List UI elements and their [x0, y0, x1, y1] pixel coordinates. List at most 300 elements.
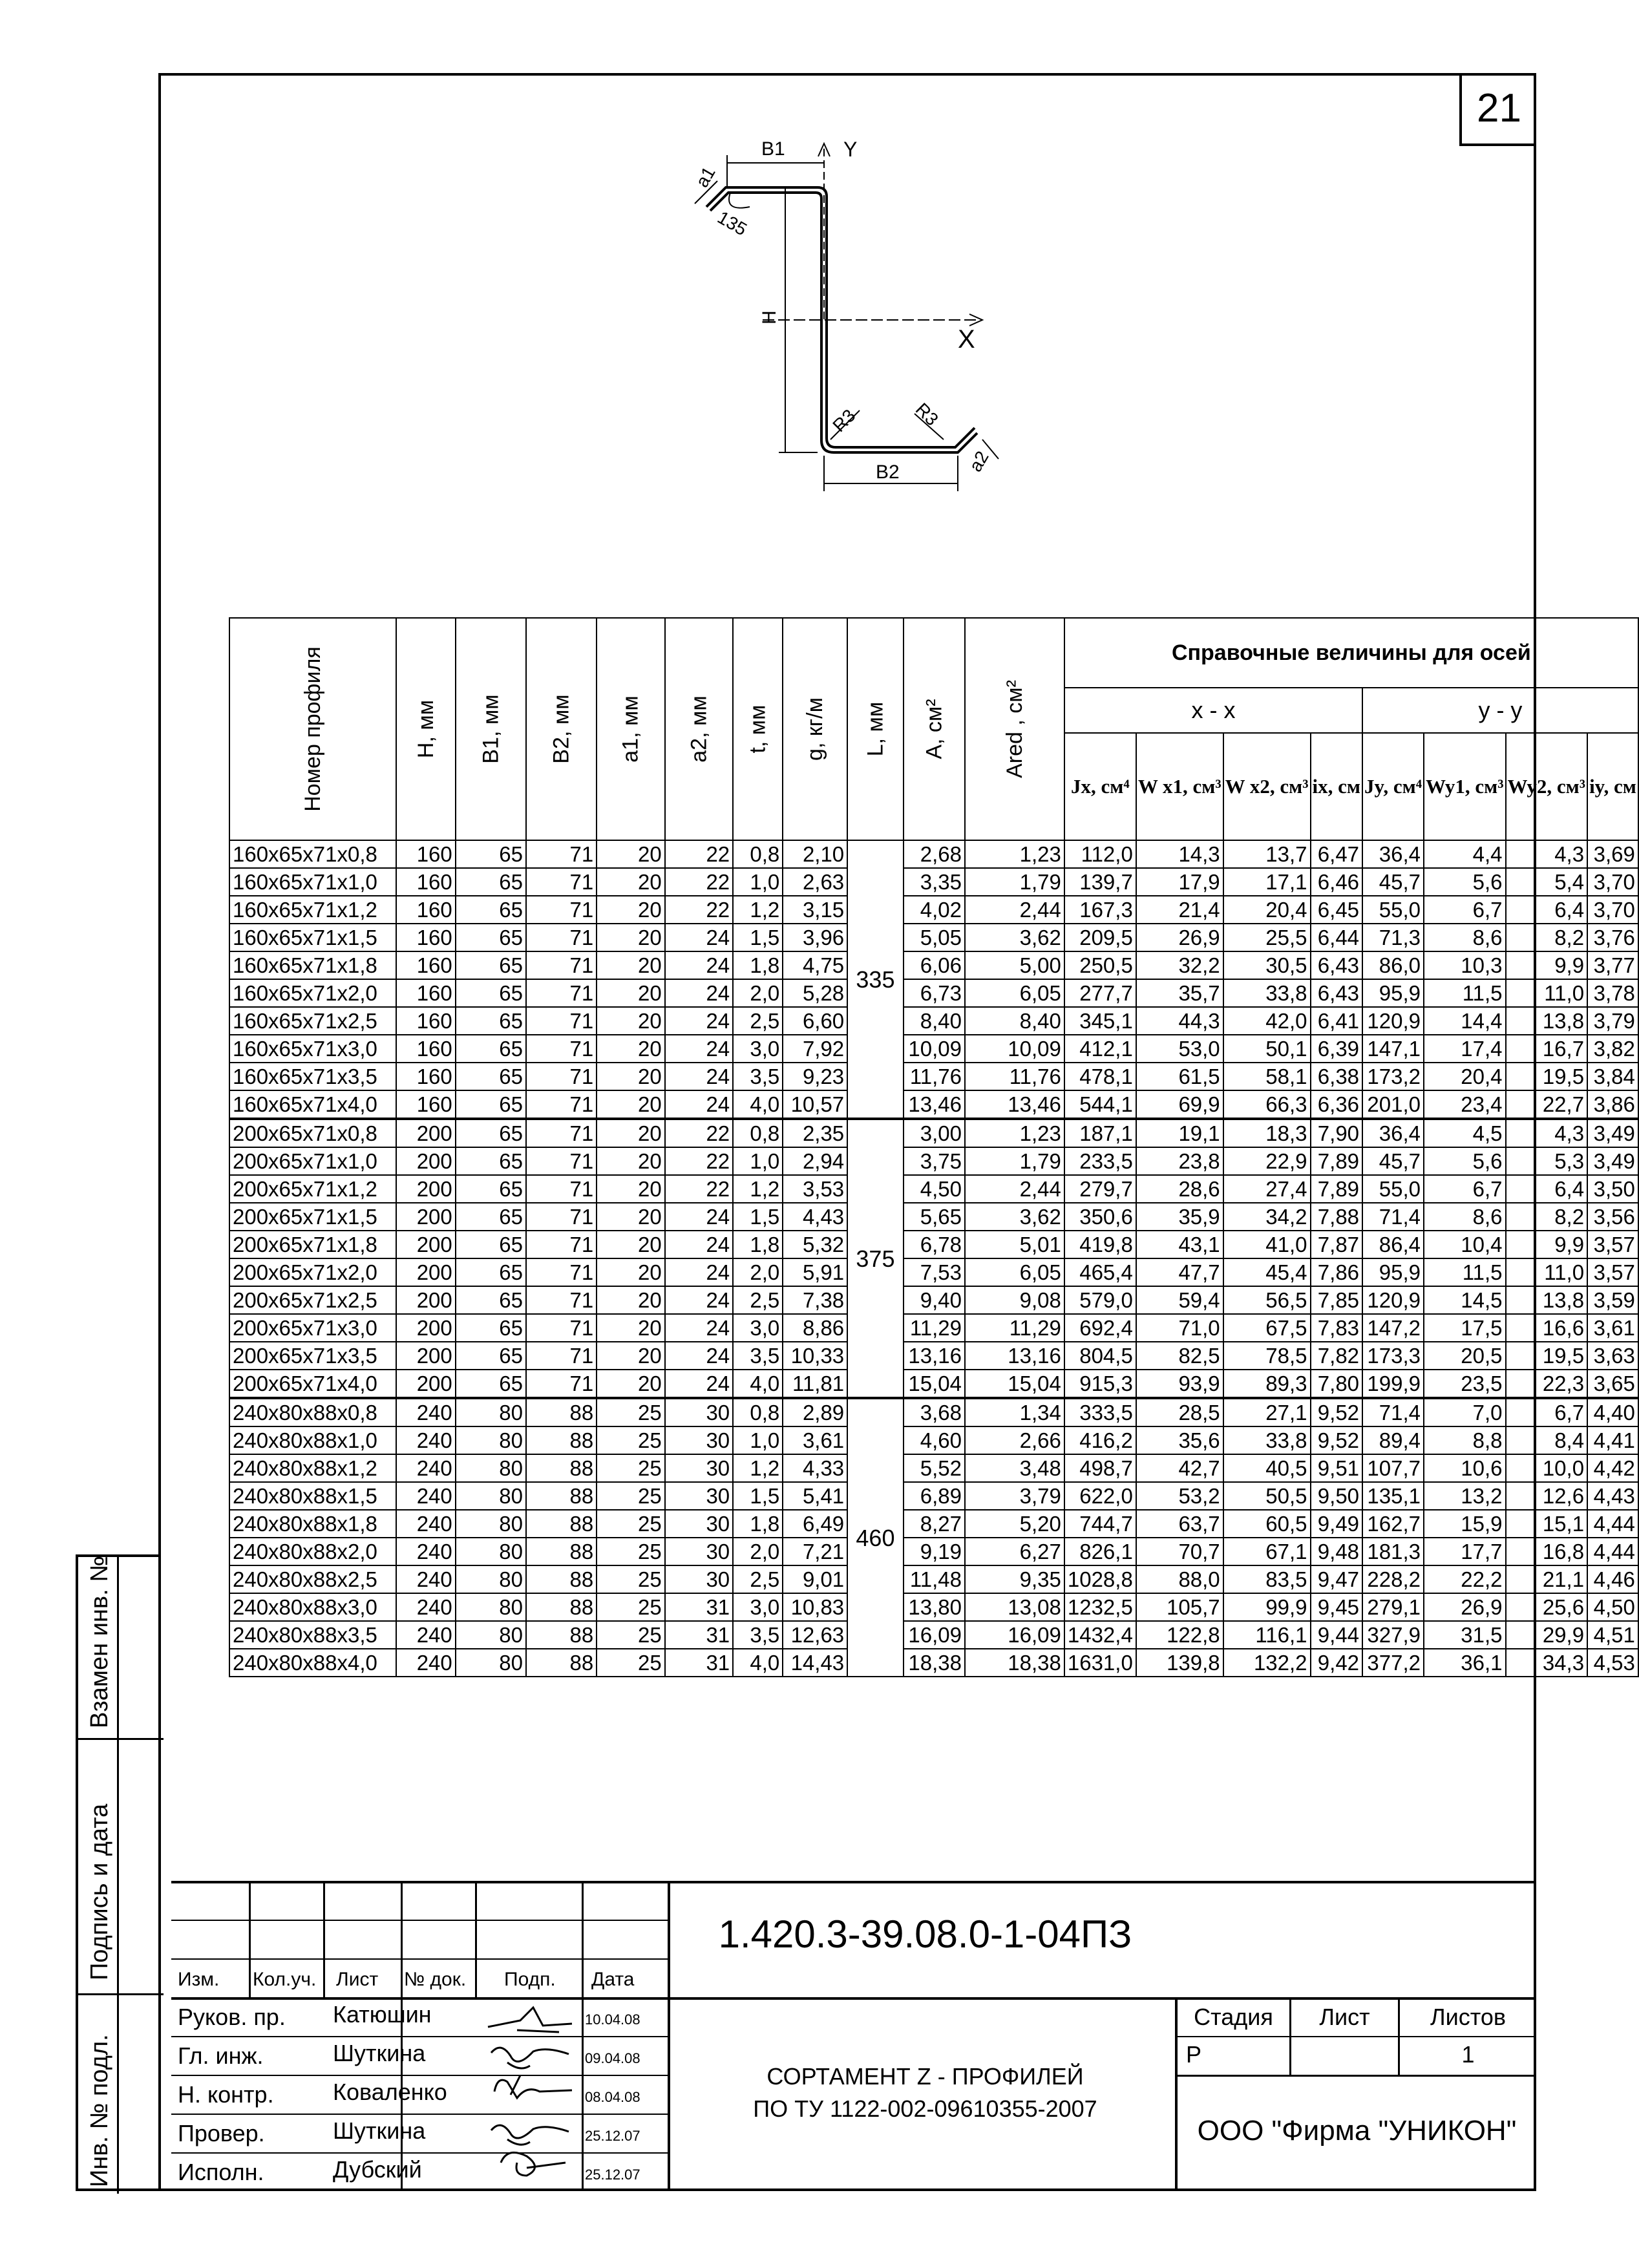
- table-row: [229, 1314, 1638, 1342]
- cell-jx: 345,1: [1064, 1007, 1136, 1035]
- title-block: [158, 1881, 1536, 2191]
- cell-wy1: 17,4: [1424, 1035, 1506, 1063]
- cell-b1: 65: [456, 951, 526, 979]
- cell-wy1: 20,5: [1424, 1342, 1506, 1370]
- cell-ix: 7,90: [1311, 1119, 1363, 1147]
- cell-g: 9,01: [783, 1565, 847, 1593]
- cell-ared: 5,01: [965, 1231, 1064, 1258]
- cell-iy: 3,61: [1587, 1314, 1638, 1342]
- header-wx1: W x1, см³: [1136, 733, 1223, 840]
- cell-iy: 3,50: [1587, 1175, 1638, 1203]
- table-row: [229, 1370, 1638, 1398]
- cell-b1: 65: [456, 1314, 526, 1342]
- cell-wy1: 17,7: [1424, 1538, 1506, 1565]
- table-row: [229, 1454, 1638, 1482]
- label-b1: B1: [761, 138, 785, 160]
- cell-wy2: 4,3: [1506, 1119, 1588, 1147]
- cell-ared: 15,04: [965, 1370, 1064, 1398]
- cell-name: 160х65х71х3,0: [229, 1035, 396, 1063]
- header-jy: Jy, см⁴: [1362, 733, 1424, 840]
- sheet-label: Лист: [1319, 2004, 1370, 2030]
- label-a1: a1: [692, 163, 719, 191]
- header-iy: iy, см: [1587, 733, 1638, 840]
- cell-wx1: 105,7: [1136, 1593, 1223, 1621]
- cell-jy: 89,4: [1362, 1426, 1424, 1454]
- name-4: Шуткина: [333, 2117, 426, 2144]
- cell-g: 9,23: [783, 1063, 847, 1090]
- cell-b1: 65: [456, 1258, 526, 1286]
- cell-ared: 2,44: [965, 1175, 1064, 1203]
- cell-iy: 3,56: [1587, 1203, 1638, 1231]
- cell-name: 240х80х88х0,8: [229, 1398, 396, 1426]
- cell-t: 1,8: [733, 1231, 783, 1258]
- cell-jy: 107,7: [1362, 1454, 1424, 1482]
- cell-name: 160х65х71х1,2: [229, 896, 396, 924]
- cell-jy: 95,9: [1362, 1258, 1424, 1286]
- cell-jy: 181,3: [1362, 1538, 1424, 1565]
- cell-a: 13,46: [904, 1090, 965, 1119]
- header-b2: В2, мм: [526, 618, 597, 840]
- cell-wx2: 60,5: [1223, 1510, 1311, 1538]
- cell-ix: 6,41: [1311, 1007, 1363, 1035]
- header-group: Справочные величины для осей: [1064, 618, 1638, 688]
- cell-wx1: 28,6: [1136, 1175, 1223, 1203]
- cell-jy: 36,4: [1362, 1119, 1424, 1147]
- cell-jx: 167,3: [1064, 896, 1136, 924]
- cell-g: 5,32: [783, 1231, 847, 1258]
- name-1: Катюшин: [333, 2001, 432, 2028]
- cell-b2: 71: [526, 868, 597, 896]
- z-profile-diagram: [646, 129, 1047, 511]
- cell-b2: 88: [526, 1565, 597, 1593]
- cell-jx: 826,1: [1064, 1538, 1136, 1565]
- cell-ix: 9,47: [1311, 1565, 1363, 1593]
- cell-b2: 71: [526, 1035, 597, 1063]
- cell-wx2: 45,4: [1223, 1258, 1311, 1286]
- cell-a1: 20: [597, 1035, 664, 1063]
- cell-wx1: 26,9: [1136, 924, 1223, 951]
- cell-jx: 579,0: [1064, 1286, 1136, 1314]
- cell-a1: 20: [597, 951, 664, 979]
- cell-b2: 71: [526, 1090, 597, 1119]
- cell-t: 1,8: [733, 1510, 783, 1538]
- cell-b2: 71: [526, 1063, 597, 1090]
- cell-t: 2,5: [733, 1565, 783, 1593]
- cell-a2: 24: [665, 1063, 733, 1090]
- cell-jy: 135,1: [1362, 1482, 1424, 1510]
- cell-t: 1,0: [733, 868, 783, 896]
- cell-t: 4,0: [733, 1090, 783, 1119]
- cell-g: 4,43: [783, 1203, 847, 1231]
- header-wy1: Wy1, см³: [1424, 733, 1506, 840]
- cell-b2: 71: [526, 1175, 597, 1203]
- cell-name: 160х65х71х0,8: [229, 840, 396, 868]
- cell-b1: 80: [456, 1649, 526, 1677]
- cell-wx1: 82,5: [1136, 1342, 1223, 1370]
- cell-wy1: 36,1: [1424, 1649, 1506, 1677]
- cell-ared: 9,35: [965, 1565, 1064, 1593]
- name-3: Коваленко: [333, 2079, 447, 2105]
- table-row: [229, 1398, 1638, 1426]
- cell-wy1: 10,6: [1424, 1454, 1506, 1482]
- cell-wx1: 43,1: [1136, 1231, 1223, 1258]
- table-row: [229, 1258, 1638, 1286]
- cell-h: 200: [396, 1258, 456, 1286]
- cell-g: 10,57: [783, 1090, 847, 1119]
- cell-ared: 11,29: [965, 1314, 1064, 1342]
- cell-t: 1,2: [733, 1454, 783, 1482]
- header-axis-yy: у - у: [1362, 688, 1638, 733]
- cell-wx2: 25,5: [1223, 924, 1311, 951]
- cell-wx2: 67,5: [1223, 1314, 1311, 1342]
- cell-ix: 7,87: [1311, 1231, 1363, 1258]
- cell-a1: 25: [597, 1565, 664, 1593]
- cell-wx1: 69,9: [1136, 1090, 1223, 1119]
- cell-wy2: 13,8: [1506, 1007, 1588, 1035]
- cell-wx2: 116,1: [1223, 1621, 1311, 1649]
- cell-b1: 65: [456, 896, 526, 924]
- cell-ared: 5,20: [965, 1510, 1064, 1538]
- cell-g: 2,10: [783, 840, 847, 868]
- table-row: [229, 1593, 1638, 1621]
- table-row: [229, 924, 1638, 951]
- cell-g: 5,28: [783, 979, 847, 1007]
- cell-h: 200: [396, 1231, 456, 1258]
- cell-a: 9,40: [904, 1286, 965, 1314]
- role-3: Н. контр.: [178, 2081, 274, 2108]
- cell-wy2: 16,6: [1506, 1314, 1588, 1342]
- table-row: [229, 1007, 1638, 1035]
- inv-label: Инв. № подл.: [86, 2034, 113, 2187]
- cell-g: 11,81: [783, 1370, 847, 1398]
- cell-name: 240х80х88х1,5: [229, 1482, 396, 1510]
- cell-wx1: 59,4: [1136, 1286, 1223, 1314]
- cell-name: 200х65х71х1,5: [229, 1203, 396, 1231]
- cell-g: 8,86: [783, 1314, 847, 1342]
- cell-a2: 24: [665, 1007, 733, 1035]
- cell-jx: 478,1: [1064, 1063, 1136, 1090]
- cell-wx2: 20,4: [1223, 896, 1311, 924]
- cell-ared: 13,16: [965, 1342, 1064, 1370]
- cell-a1: 20: [597, 1203, 664, 1231]
- cell-h: 160: [396, 1007, 456, 1035]
- cell-wx2: 27,1: [1223, 1398, 1311, 1426]
- table-row: [229, 1426, 1638, 1454]
- cell-b1: 65: [456, 868, 526, 896]
- cell-ix: 6,43: [1311, 951, 1363, 979]
- cell-iy: 3,82: [1587, 1035, 1638, 1063]
- cell-b2: 88: [526, 1426, 597, 1454]
- cell-g: 2,94: [783, 1147, 847, 1175]
- cell-t: 0,8: [733, 1119, 783, 1147]
- cell-b1: 65: [456, 1342, 526, 1370]
- cell-t: 2,0: [733, 1258, 783, 1286]
- cell-b1: 65: [456, 1119, 526, 1147]
- cell-b1: 80: [456, 1538, 526, 1565]
- cell-iy: 4,41: [1587, 1426, 1638, 1454]
- cell-a1: 20: [597, 1231, 664, 1258]
- table-row: [229, 1565, 1638, 1593]
- cell-a2: 22: [665, 1147, 733, 1175]
- cell-wx2: 41,0: [1223, 1231, 1311, 1258]
- signatures: [481, 2001, 578, 2189]
- table-row: [229, 1231, 1638, 1258]
- cell-ix: 7,88: [1311, 1203, 1363, 1231]
- doc-title-line-2: ПО ТУ 1122-002-09610355-2007: [753, 2095, 1097, 2122]
- cell-h: 240: [396, 1593, 456, 1621]
- cell-wy2: 6,4: [1506, 896, 1588, 924]
- cell-h: 160: [396, 951, 456, 979]
- cell-iy: 3,49: [1587, 1119, 1638, 1147]
- cell-name: 160х65х71х3,5: [229, 1063, 396, 1090]
- cell-ix: 9,51: [1311, 1454, 1363, 1482]
- cell-b2: 71: [526, 840, 597, 868]
- cell-ared: 3,79: [965, 1482, 1064, 1510]
- cell-iy: 3,77: [1587, 951, 1638, 979]
- cell-a: 3,00: [904, 1119, 965, 1147]
- cell-jx: 1232,5: [1064, 1593, 1136, 1621]
- cell-g: 2,35: [783, 1119, 847, 1147]
- cell-a1: 20: [597, 1119, 664, 1147]
- cell-a2: 24: [665, 924, 733, 951]
- cell-a1: 25: [597, 1593, 664, 1621]
- cell-wx1: 35,6: [1136, 1426, 1223, 1454]
- table-row: [229, 1342, 1638, 1370]
- cell-b2: 88: [526, 1538, 597, 1565]
- cell-b1: 65: [456, 1090, 526, 1119]
- cell-jx: 744,7: [1064, 1510, 1136, 1538]
- cell-g: 7,21: [783, 1538, 847, 1565]
- cell-iy: 3,70: [1587, 896, 1638, 924]
- cell-b2: 88: [526, 1398, 597, 1426]
- cell-a2: 24: [665, 1342, 733, 1370]
- table-row: [229, 1621, 1638, 1649]
- cell-ared: 11,76: [965, 1063, 1064, 1090]
- cell-a2: 24: [665, 979, 733, 1007]
- doc-title-line-1: СОРТАМЕНТ Z - ПРОФИЛЕЙ: [767, 2063, 1084, 2090]
- cell-a: 8,27: [904, 1510, 965, 1538]
- cell-a2: 30: [665, 1482, 733, 1510]
- cell-a1: 25: [597, 1510, 664, 1538]
- cell-t: 4,0: [733, 1649, 783, 1677]
- cell-a: 5,65: [904, 1203, 965, 1231]
- cell-t: 2,0: [733, 979, 783, 1007]
- cell-jy: 199,9: [1362, 1370, 1424, 1398]
- table-row: [229, 1119, 1638, 1147]
- cell-a1: 20: [597, 868, 664, 896]
- date-5: 25.12.07: [585, 2167, 640, 2183]
- cell-a1: 20: [597, 1175, 664, 1203]
- cell-name: 200х65х71х2,0: [229, 1258, 396, 1286]
- cell-ix: 7,82: [1311, 1342, 1363, 1370]
- cell-t: 1,0: [733, 1426, 783, 1454]
- col-podp: Подп.: [504, 1969, 556, 1990]
- cell-iy: 3,76: [1587, 924, 1638, 951]
- cell-jy: 201,0: [1362, 1090, 1424, 1119]
- cell-jy: 45,7: [1362, 868, 1424, 896]
- cell-a1: 20: [597, 924, 664, 951]
- cell-a2: 30: [665, 1398, 733, 1426]
- cell-a2: 22: [665, 868, 733, 896]
- cell-ared: 5,00: [965, 951, 1064, 979]
- cell-a: 13,80: [904, 1593, 965, 1621]
- cell-wx1: 47,7: [1136, 1258, 1223, 1286]
- cell-a1: 20: [597, 1147, 664, 1175]
- cell-ared: 16,09: [965, 1621, 1064, 1649]
- cell-wx2: 27,4: [1223, 1175, 1311, 1203]
- cell-a1: 20: [597, 1342, 664, 1370]
- cell-wx1: 61,5: [1136, 1063, 1223, 1090]
- cell-jx: 279,7: [1064, 1175, 1136, 1203]
- cell-name: 200х65х71х3,5: [229, 1342, 396, 1370]
- cell-wy1: 11,5: [1424, 979, 1506, 1007]
- cell-wy2: 22,7: [1506, 1090, 1588, 1119]
- cell-a: 9,19: [904, 1538, 965, 1565]
- cell-name: 200х65х71х4,0: [229, 1370, 396, 1398]
- cell-a: 5,52: [904, 1454, 965, 1482]
- cell-wx1: 17,9: [1136, 868, 1223, 896]
- cell-ared: 6,05: [965, 979, 1064, 1007]
- cell-wy1: 15,9: [1424, 1510, 1506, 1538]
- cell-g: 3,15: [783, 896, 847, 924]
- cell-ix: 9,48: [1311, 1538, 1363, 1565]
- cell-name: 160х65х71х4,0: [229, 1090, 396, 1119]
- cell-wy1: 6,7: [1424, 896, 1506, 924]
- cell-t: 3,5: [733, 1063, 783, 1090]
- cell-a1: 20: [597, 1090, 664, 1119]
- cell-jx: 112,0: [1064, 840, 1136, 868]
- cell-g: 3,61: [783, 1426, 847, 1454]
- cell-ix: 7,86: [1311, 1258, 1363, 1286]
- cell-wx1: 35,9: [1136, 1203, 1223, 1231]
- cell-wy1: 10,3: [1424, 951, 1506, 979]
- cell-wx2: 22,9: [1223, 1147, 1311, 1175]
- table-row: [229, 1482, 1638, 1510]
- cell-jy: 36,4: [1362, 840, 1424, 868]
- cell-ix: 7,89: [1311, 1147, 1363, 1175]
- cell-jx: 1631,0: [1064, 1649, 1136, 1677]
- cell-wx1: 63,7: [1136, 1510, 1223, 1538]
- cell-ix: 6,47: [1311, 840, 1363, 868]
- cell-a2: 24: [665, 951, 733, 979]
- cell-wy1: 22,2: [1424, 1565, 1506, 1593]
- cell-t: 2,0: [733, 1538, 783, 1565]
- header-b1: В1, мм: [456, 618, 526, 840]
- cell-t: 1,8: [733, 951, 783, 979]
- cell-t: 2,5: [733, 1286, 783, 1314]
- header-jx: Jx, см⁴: [1064, 733, 1136, 840]
- cell-b2: 71: [526, 1342, 597, 1370]
- date-4: 25.12.07: [585, 2128, 640, 2144]
- cell-a2: 30: [665, 1565, 733, 1593]
- header-ared: Ared , см²: [965, 618, 1064, 840]
- cell-ix: 6,43: [1311, 979, 1363, 1007]
- cell-g: 12,63: [783, 1621, 847, 1649]
- cell-t: 1,2: [733, 1175, 783, 1203]
- cell-h: 160: [396, 1090, 456, 1119]
- cell-g: 2,63: [783, 868, 847, 896]
- cell-wy1: 26,9: [1424, 1593, 1506, 1621]
- cell-jx: 692,4: [1064, 1314, 1136, 1342]
- header-a: А, см²: [904, 618, 965, 840]
- cell-a: 3,35: [904, 868, 965, 896]
- cell-ared: 1,23: [965, 840, 1064, 868]
- cell-ix: 7,89: [1311, 1175, 1363, 1203]
- cell-h: 240: [396, 1398, 456, 1426]
- cell-name: 160х65х71х1,0: [229, 868, 396, 896]
- side-strip: [76, 1554, 161, 2191]
- cell-a2: 24: [665, 1258, 733, 1286]
- cell-wy2: 9,9: [1506, 1231, 1588, 1258]
- cell-a2: 24: [665, 1231, 733, 1258]
- cell-h: 240: [396, 1510, 456, 1538]
- cell-g: 3,53: [783, 1175, 847, 1203]
- cell-b2: 71: [526, 1258, 597, 1286]
- cell-wy2: 12,6: [1506, 1482, 1588, 1510]
- cell-wx1: 35,7: [1136, 979, 1223, 1007]
- cell-g: 6,60: [783, 1007, 847, 1035]
- cell-name: 240х80х88х1,8: [229, 1510, 396, 1538]
- cell-wx2: 58,1: [1223, 1063, 1311, 1090]
- cell-t: 1,5: [733, 924, 783, 951]
- cell-a: 2,68: [904, 840, 965, 868]
- cell-ix: 9,42: [1311, 1649, 1363, 1677]
- stage-value: Р: [1186, 2041, 1202, 2068]
- cell-a: 8,40: [904, 1007, 965, 1035]
- cell-iy: 4,43: [1587, 1482, 1638, 1510]
- cell-iy: 4,46: [1587, 1565, 1638, 1593]
- cell-jx: 622,0: [1064, 1482, 1136, 1510]
- cell-iy: 4,44: [1587, 1510, 1638, 1538]
- cell-wy1: 17,5: [1424, 1314, 1506, 1342]
- cell-jy: 173,2: [1362, 1063, 1424, 1090]
- cell-g: 14,43: [783, 1649, 847, 1677]
- cell-wx1: 139,8: [1136, 1649, 1223, 1677]
- cell-a: 3,75: [904, 1147, 965, 1175]
- cell-ix: 6,38: [1311, 1063, 1363, 1090]
- cell-wy1: 7,0: [1424, 1398, 1506, 1426]
- cell-wy1: 11,5: [1424, 1258, 1506, 1286]
- cell-a: 11,76: [904, 1063, 965, 1090]
- cell-b2: 71: [526, 1147, 597, 1175]
- cell-ared: 6,05: [965, 1258, 1064, 1286]
- cell-h: 160: [396, 979, 456, 1007]
- cell-h: 160: [396, 924, 456, 951]
- sheets-value: 1: [1461, 2041, 1475, 2068]
- cell-g: 10,33: [783, 1342, 847, 1370]
- cell-wx1: 21,4: [1136, 896, 1223, 924]
- cell-b2: 71: [526, 1119, 597, 1147]
- cell-wx1: 19,1: [1136, 1119, 1223, 1147]
- cell-jy: 327,9: [1362, 1621, 1424, 1649]
- header-l: L, мм: [847, 618, 904, 840]
- cell-ared: 1,34: [965, 1398, 1064, 1426]
- role-5: Исполн.: [178, 2159, 264, 2185]
- cell-h: 240: [396, 1565, 456, 1593]
- cell-a: 16,09: [904, 1621, 965, 1649]
- cell-b1: 65: [456, 1007, 526, 1035]
- cell-wy2: 19,5: [1506, 1063, 1588, 1090]
- cell-wy2: 29,9: [1506, 1621, 1588, 1649]
- cell-b2: 71: [526, 1231, 597, 1258]
- cell-wy1: 8,6: [1424, 1203, 1506, 1231]
- cell-jx: 139,7: [1064, 868, 1136, 896]
- cell-jy: 377,2: [1362, 1649, 1424, 1677]
- cell-b1: 80: [456, 1426, 526, 1454]
- cell-iy: 3,69: [1587, 840, 1638, 868]
- col-koluch: Кол.уч.: [253, 1969, 317, 1990]
- table-row: [229, 1510, 1638, 1538]
